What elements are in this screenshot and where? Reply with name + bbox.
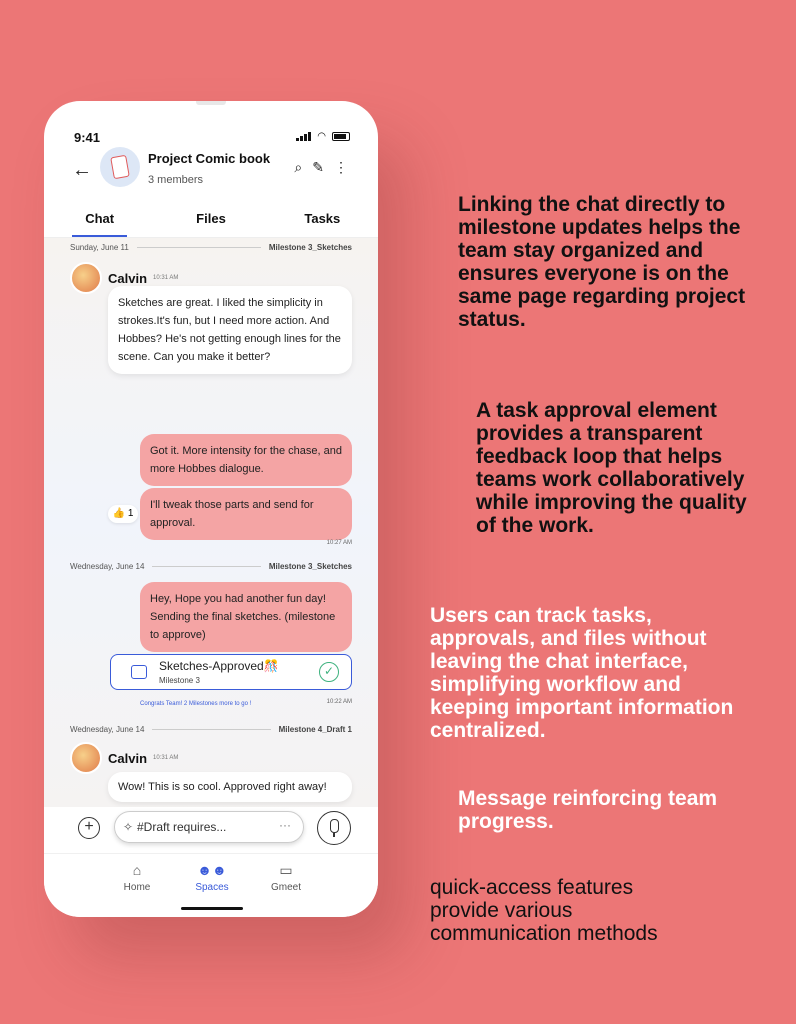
group-avatar[interactable]: [100, 147, 140, 187]
incoming-message[interactable]: Wow! This is so cool. Approved right away!: [108, 772, 352, 802]
phone-frame: [44, 101, 378, 917]
tab-tasks[interactable]: Tasks: [304, 211, 341, 226]
progress-message: Congrats Team! 2 Milestones more to go !: [140, 701, 252, 707]
approval-title: Sketches-Approved: [159, 659, 264, 673]
party-emoji: 🎊: [263, 659, 279, 673]
wifi-icon: ◠: [317, 131, 326, 142]
image-icon: [131, 665, 147, 679]
signal-icon: [296, 132, 311, 141]
nav-spaces[interactable]: ☻☻ Spaces: [182, 862, 242, 893]
input-text: #Draft requires...: [137, 820, 227, 834]
avatar[interactable]: [70, 742, 102, 774]
date-divider: Wednesday, June 14 Milestone 3_Sketches: [70, 561, 352, 571]
battery-icon: [332, 132, 350, 141]
magic-wand-icon[interactable]: ✧: [123, 820, 134, 834]
nav-gmeet[interactable]: ▭ Gmeet: [256, 862, 316, 893]
date-divider: Wednesday, June 14 Milestone 4_Draft 1: [70, 724, 352, 734]
plus-icon[interactable]: +: [78, 817, 100, 839]
tab-chat[interactable]: Chat: [44, 207, 155, 237]
bottom-navigation: [44, 853, 378, 917]
outgoing-message[interactable]: Hey, Hope you had another fun day! Sending the final sketches. (milestone to approve): [140, 582, 352, 652]
home-indicator: [181, 907, 243, 910]
people-icon: ☻☻: [197, 862, 227, 878]
check-icon[interactable]: ✓: [319, 662, 339, 682]
notch-handle: [196, 101, 226, 105]
message-timestamp: 10:27 AM: [326, 540, 352, 546]
tab-bar: [44, 207, 378, 237]
avatar[interactable]: [70, 262, 102, 294]
more-vertical-icon[interactable]: ⋮: [334, 159, 348, 175]
message-composer: [44, 807, 378, 851]
status-bar: [44, 125, 378, 145]
annotation-quick-access: quick-access features provide various communication methods: [430, 876, 658, 945]
message-input[interactable]: [114, 811, 304, 843]
chat-header: [44, 147, 378, 199]
task-approval-card[interactable]: [110, 654, 352, 690]
member-count[interactable]: 3 members: [148, 174, 204, 186]
more-horizontal-icon[interactable]: ···: [279, 818, 291, 832]
message-time: 10:31 AM: [153, 755, 179, 761]
annotation-progress-message: Message reinforcing team progress.: [458, 787, 718, 833]
annotation-tracking: Users can track tasks, approvals, and files without leaving the chat interface, simplifying workflow and keeping important information centralized.: [430, 604, 734, 742]
nav-home[interactable]: ⌂ Home: [107, 862, 167, 893]
message-time: 10:31 AM: [153, 275, 179, 281]
message-timestamp: 10:22 AM: [326, 699, 352, 705]
incoming-message[interactable]: Sketches are great. I liked the simplicity in strokes.It's fun, but I need more action. And Hobbes? He's not getting enough lines for the scene. Can you make it better?: [108, 286, 352, 374]
date-divider: Sunday, June 11 Milestone 3_Sketches: [70, 242, 352, 252]
tab-files[interactable]: Files: [196, 211, 226, 226]
note-edit-icon[interactable]: ✎: [312, 159, 324, 175]
microphone-icon[interactable]: [317, 811, 351, 845]
outgoing-message[interactable]: I'll tweak those parts and send for approval.: [140, 488, 352, 540]
annotation-task-approval: A task approval element provides a transparent feedback loop that helps teams work collaboratively while improving the quality of the work.: [476, 399, 747, 537]
video-icon: ▭: [279, 862, 293, 878]
sender-name: Calvin: [108, 270, 148, 286]
home-icon: ⌂: [132, 862, 142, 878]
sender-row: [70, 742, 178, 774]
annotation-milestone-linking: Linking the chat directly to milestone updates helps the team stay organized and ensures everyone is on the same page regarding project status.: [458, 193, 746, 331]
outgoing-message[interactable]: Got it. More intensity for the chase, and more Hobbes dialogue.: [140, 434, 352, 486]
reaction-badge[interactable]: 👍 1: [108, 505, 138, 523]
chat-area[interactable]: [44, 238, 378, 810]
approval-milestone: Milestone 3: [159, 676, 200, 685]
search-icon[interactable]: ⌕: [294, 159, 303, 175]
status-time: 9:41: [74, 130, 101, 145]
sender-name: Calvin: [108, 750, 148, 766]
back-arrow-icon[interactable]: ←: [72, 159, 92, 181]
group-title: Project Comic book: [148, 151, 271, 166]
